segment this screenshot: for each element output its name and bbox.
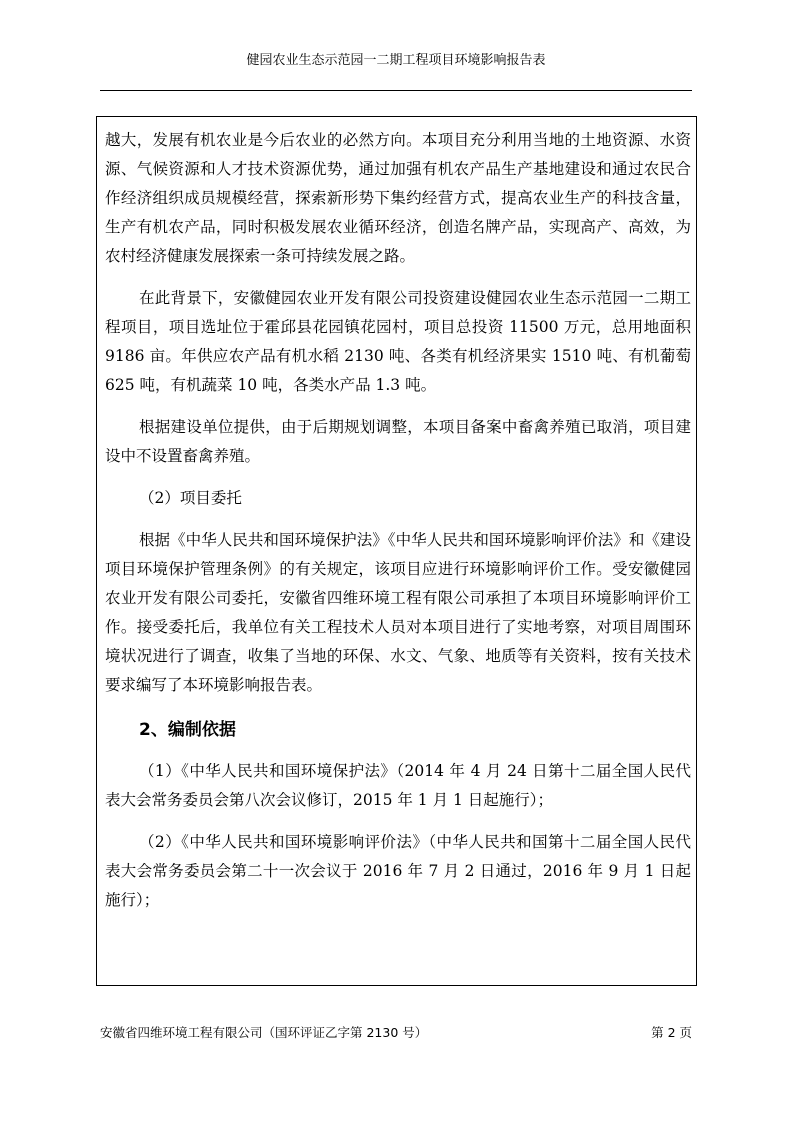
subheading-project-commission: （2）项目委托 <box>139 489 242 507</box>
paragraph-commission-details: 根据《中华人民共和国环境保护法》《中华人民共和国环境影响评价法》和《建设项目环境保护管理条例》的有关规定，该项目应进行环境影响评价工作。受安徽健园农业开发有限公司委托，安徽省四维环境工程有限公司承担了本项目环境影响评价工作。接受委托后，我单位有关工程技术人员对本项目进行了实地考察，对项目周围环境状况进行了调查，收集了当地的环保、水文、气象、地质等有关资料，按有关技术要求编写了本环境影响报告表。 <box>105 531 691 694</box>
basis-item: （1）《中华人民共和国环境保护法》（2014 年 4 月 24 日第十二届全国人民代表大会常务委员会第八次会议修订，2015 年 1 月 1 日起施行）； <box>105 762 691 809</box>
content-box <box>96 116 697 986</box>
paragraph-livestock-note: 根据建设单位提供，由于后期规划调整，本项目备案中畜禽养殖已取消，项目建设中不设置畜禽养殖。 <box>105 418 691 465</box>
content-body <box>105 126 691 915</box>
footer-page-number: 第 2 页 <box>651 1025 692 1040</box>
section-heading-basis: 2、编制依据 <box>139 720 236 740</box>
paragraph-project-overview: 在此背景下，安徽健园农业开发有限公司投资建设健园农业生态示范园一二期工程项目，项目选址位于霍邱县花园镇花园村，项目总投资 11500 万元，总用地面积 9186 亩。年供应农产品有机水稻 2130 吨、各类有机经济果实 1510 吨、有机葡萄 625 吨，有机蔬菜 10 吨，各类水产品 1.3 吨。 <box>105 289 691 394</box>
page-header-title: 健园农业生态示范园一二期工程项目环境影响报告表 <box>246 53 546 68</box>
footer-company: 安徽省四维环境工程有限公司（国环评证乙字第 2130 号） <box>100 1025 428 1040</box>
basis-item: （2）《中华人民共和国环境影响评价法》（中华人民共和国第十二届全国人民代表大会常务委员会第二十一次会议于 2016 年 7 月 2 日通过，2016 年 9 月 1 日起施行）； <box>105 833 691 909</box>
header-divider <box>100 90 692 91</box>
paragraph-background-continued: 越大，发展有机农业是今后农业的必然方向。本项目充分利用当地的土地资源、水资源、气候资源和人才技术资源优势，通过加强有机农产品生产基地建设和通过农民合作经济组织成员规模经营，探索新形势下集约经营方式，提高农业生产的科技含量，生产有机农产品，同时积极发展农业循环经济，创造名牌产品，实现高产、高效，为农村经济健康发展探索一条可持续发展之路。 <box>105 131 691 265</box>
